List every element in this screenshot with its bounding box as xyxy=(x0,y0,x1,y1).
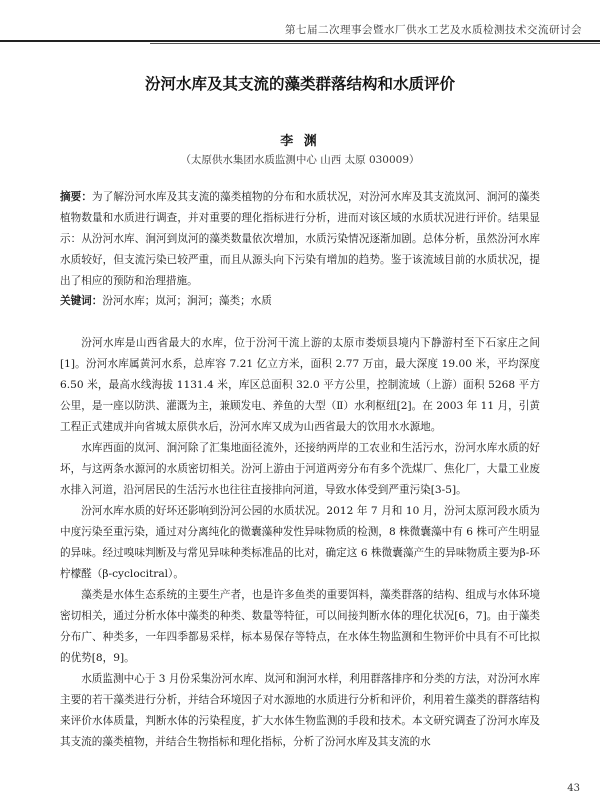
body-paragraph: 藻类是水体生态系统的主要生产者，也是许多鱼类的重要饵料，藻类群落的结构、组成与水体环境密切相关，通过分析水体中藻类的种类、数量等特征，可以间接判断水体的理化状况[6，7]。由于藻类分布广、种类多，一年四季都易采样，标本易保存等特点，在水体生物监测和生物评价中具有不可比拟的优势[8，9]。 xyxy=(60,589,540,664)
author-affiliation: （太原供水集团水质监测中心 山西 太原 030009） xyxy=(180,154,420,166)
keywords-text: 汾河水库；岚河；涧河；藻类；水质 xyxy=(102,295,272,307)
abstract-text: 为了解汾河水库及其支流的藻类植物的分布和水质状况，对汾河水库及其支流岚河、涧河的藻类植物数量和水质进行调查，并对重要的理化指标进行分析，进而对该区域的水质状况进行评价。结果显示：从汾河水库、涧河到岚河的藻类数量依次增加，水质污染情况逐渐加剧。总体分析，虽然汾河水库水质较好，但支流污染已较严重，而且从源头向下污染有增加的趋势。鉴于该流域目前的水质状况，提出了相应的预防和治理措施。 xyxy=(60,191,541,287)
header-rule-secondary xyxy=(150,43,600,44)
author-name: 李 渊 xyxy=(280,134,320,149)
header-rule xyxy=(0,40,600,42)
body-paragraph: 水质监测中心于 3 月份采集汾河水库、岚河和涧河水样，利用群落排序和分类的方法，对汾河水库主要的若干藻类进行分析，并结合环境因子对水源地的水质进行分析和评价，利用着生藻类的群落结构来评价水体质量，判断水体的污染程度，扩大水体生物监测的手段和技术。本文研究调查了汾河水库及其支流的藻类植物，并结合生物指标和理化指标，分析了汾河水库及其支流的水 xyxy=(60,673,540,748)
article-title: 汾河水库及其支流的藻类群落结构和水质评价 xyxy=(144,75,455,93)
body-text xyxy=(60,333,540,753)
body-paragraph: 水库西面的岚河、涧河除了汇集地面径流外，还接纳两岸的工农业和生活污水，汾河水库水质的好坏，与这两条水源河的水质密切相关。汾河上游由于河道两旁分布有多个洗煤厂、焦化厂，大量工业废水排入河道，沿河居民的生活污水也往往直接排向河道，导致水体受到严重污染[3-5]。 xyxy=(60,442,540,496)
body-paragraph: 汾河水库是山西省最大的水库，位于汾河干流上游的太原市娄烦县境内下静游村至下石家庄之间[1]。汾河水库属黄河水系，总库容 7.21 亿立方米，面积 2.77 万亩，最大深度 19.00 米，平均深度 6.50 米，最高水线海拔 1131.4 米，库区总面积 32.0 平方公里，控制流域（上游）面积 5268 平方公里，是一座以防洪、灌溉为主，兼顾发电、养鱼的大型（Ⅱ）水利枢纽[2]。在 2003 年 11 月，引黄工程正式建成并向省城太原供水后，汾河水库又成为山西省最大的饮用水水源地。 xyxy=(60,337,540,433)
body-paragraph: 汾河水库水质的好坏还影响到汾河公园的水质状况。2012 年 7 月和 10 月，汾河太原河段水质为中度污染至重污染，通过对分离纯化的微囊藻种发性异味物质的检测，8 株微囊藻中有 6 株可产生明显的异味。经过嗅味判断及与常见异味种类标准品的比对，确定这 6 株微囊藻产生的异味物质主要为β-环柠檬醛（β-cyclocitral）。 xyxy=(60,505,540,580)
abstract-label: 摘要： xyxy=(60,191,93,203)
running-header: 第七届二次理事会暨水厂供水工艺及水质检测技术交流研讨会 xyxy=(285,24,582,36)
keywords-label: 关键词： xyxy=(60,295,103,307)
keywords xyxy=(60,291,540,312)
abstract xyxy=(60,187,540,292)
page-number: 43 xyxy=(567,783,580,794)
